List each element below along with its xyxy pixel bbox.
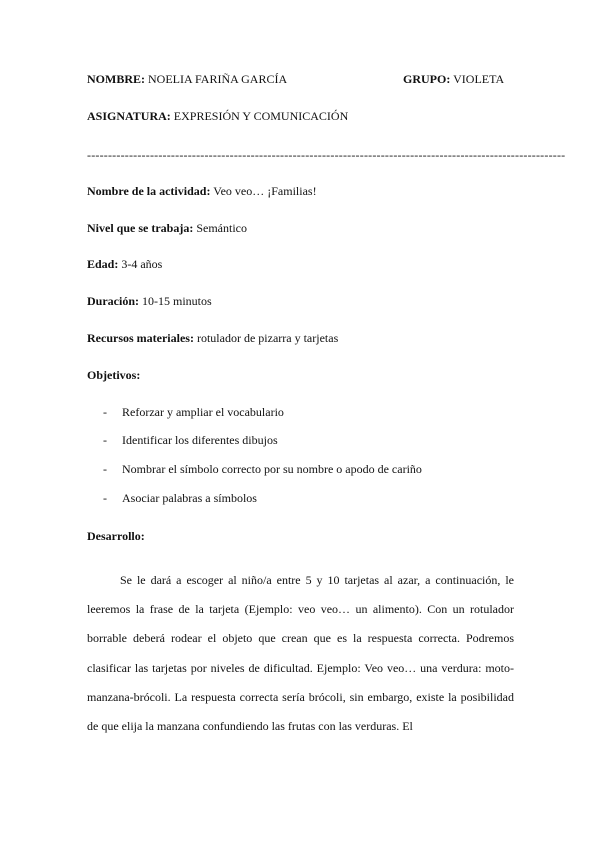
actividad-line xyxy=(87,184,317,199)
duracion-value: 10-15 minutos xyxy=(142,294,212,308)
bullet-marker: - xyxy=(103,462,107,476)
edad-value: 3-4 años xyxy=(121,257,163,271)
desarrollo-paragraph: Se le dará a escoger al niño/a entre 5 y 10 tarjetas al azar, a continuación, le leeremos la frase de la tarjeta (Ejemplo: veo veo… un alimento). Con un rotulador borrable deberá rodear el objeto que crean que es la respuesta correcta. Podremos clasificar las tarjetas por niveles de dificultad. Ejemplo: Veo veo… una verdura: moto-manzana-brócoli. La respuesta correcta sería brócoli, sin embargo, existe la posibilidad de que elija la manzana confundiendo las frutas con las verduras. El xyxy=(87,573,514,734)
grupo-line xyxy=(403,72,504,87)
nombre-value: NOELIA FARIÑA GARCÍA xyxy=(148,72,288,86)
objetivos-heading xyxy=(87,368,140,383)
edad-line xyxy=(87,257,162,272)
edad-label: Edad: xyxy=(87,257,119,271)
objetivo-item: Identificar los diferentes dibujos xyxy=(122,433,278,447)
duracion-label: Duración: xyxy=(87,294,139,308)
objetivo-item: Reforzar y ampliar el vocabulario xyxy=(122,405,284,419)
bullet-marker: - xyxy=(103,491,107,505)
grupo-value: VIOLETA xyxy=(453,72,505,86)
duracion-line xyxy=(87,294,212,309)
recursos-line xyxy=(87,331,338,346)
objetivos-label: Objetivos: xyxy=(87,368,141,382)
asignatura-value: EXPRESIÓN Y COMUNICACIÓN xyxy=(173,109,349,123)
actividad-value: Veo veo… ¡Familias! xyxy=(213,184,317,198)
separator-line: ------------------------------------------------------------------------------------------------------------------ xyxy=(87,148,566,162)
bullet-marker: - xyxy=(103,433,107,447)
nombre-label: NOMBRE: xyxy=(87,72,145,86)
nivel-label: Nivel que se trabaja: xyxy=(87,221,194,235)
recursos-label: Recursos materiales: xyxy=(87,331,194,345)
asignatura-line xyxy=(87,109,348,124)
nivel-line xyxy=(87,221,247,236)
actividad-label: Nombre de la actividad: xyxy=(87,184,211,198)
objetivo-item: Asociar palabras a símbolos xyxy=(122,491,257,505)
recursos-value: rotulador de pizarra y tarjetas xyxy=(196,331,339,345)
bullet-marker: - xyxy=(103,405,107,419)
grupo-label: GRUPO: xyxy=(403,72,451,86)
desarrollo-heading xyxy=(87,529,145,544)
objetivo-item: Nombrar el símbolo correcto por su nombre o apodo de cariño xyxy=(122,462,422,476)
asignatura-label: ASIGNATURA: xyxy=(87,109,171,123)
desarrollo-label: Desarrollo: xyxy=(87,529,145,543)
nivel-value: Semántico xyxy=(196,221,247,235)
nombre-line xyxy=(87,72,287,87)
